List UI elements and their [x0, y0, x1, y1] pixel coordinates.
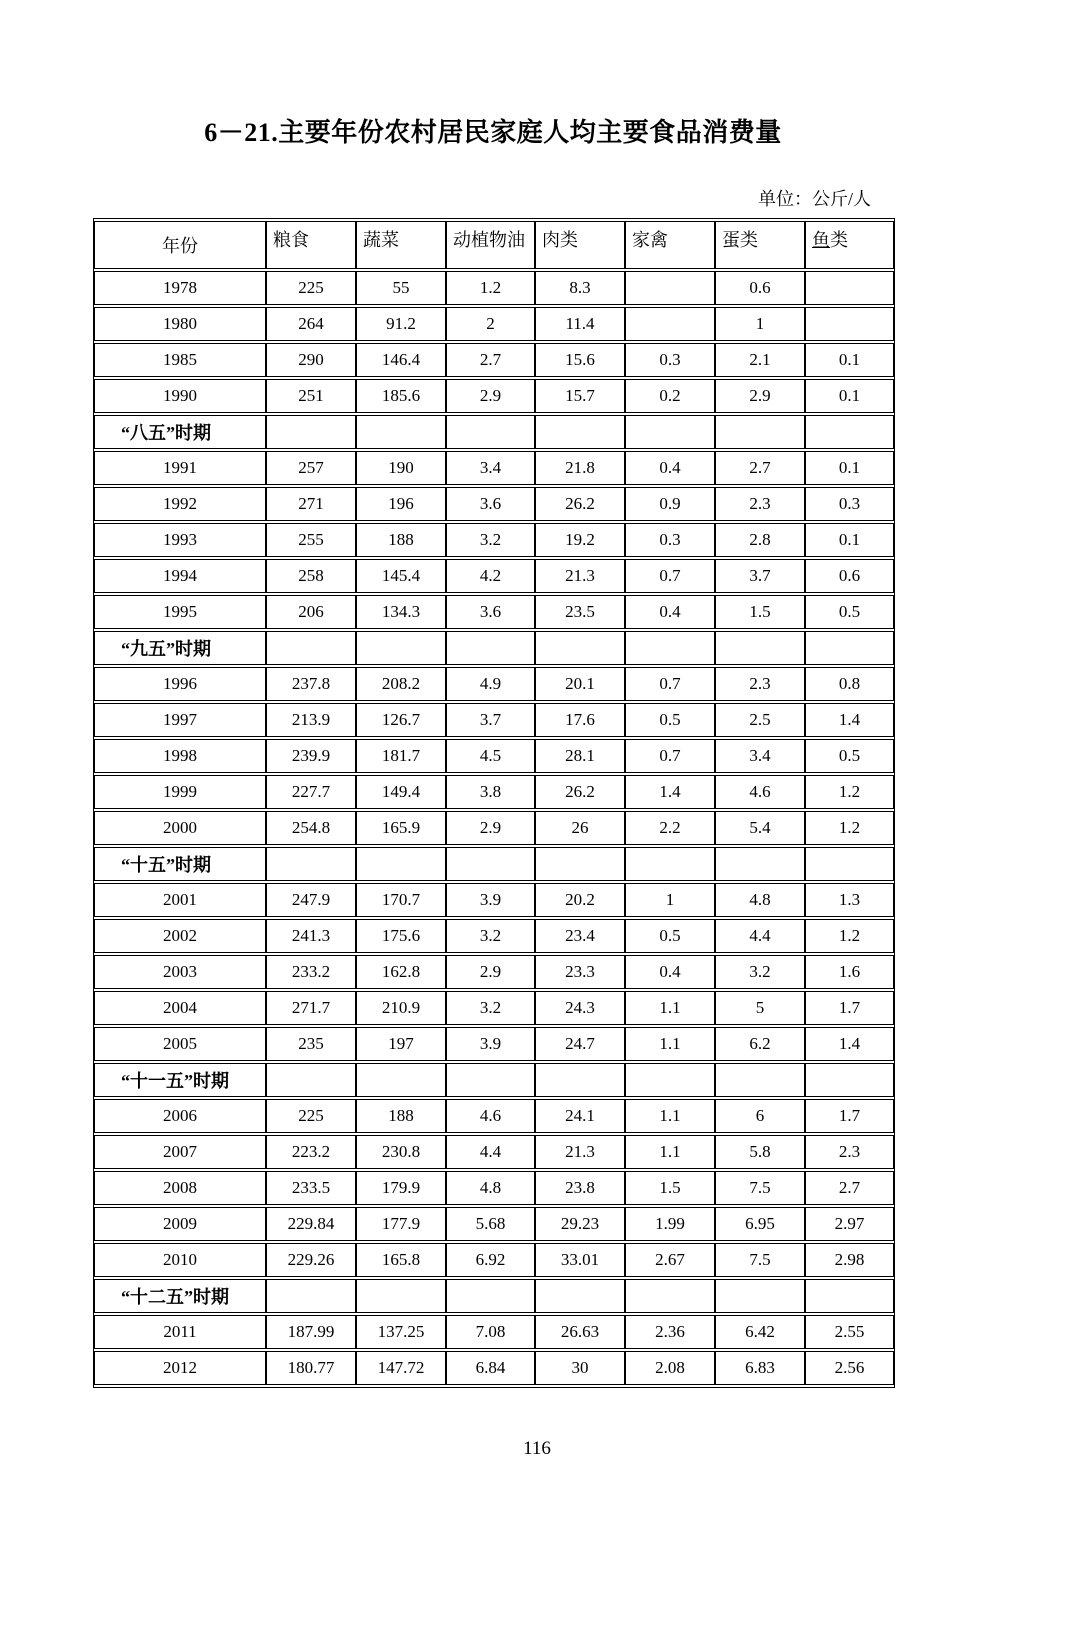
- empty-cell: [356, 847, 446, 881]
- value-cell: 271: [266, 487, 356, 521]
- value-cell: 0.5: [805, 595, 894, 629]
- value-cell: 0.7: [625, 739, 715, 773]
- table-row: [94, 1099, 894, 1133]
- value-cell: 2.36: [625, 1315, 715, 1349]
- table-row: [94, 811, 894, 845]
- value-cell: 21.8: [535, 451, 625, 485]
- section-row: [94, 415, 894, 449]
- value-cell: 6.42: [715, 1315, 805, 1349]
- empty-cell: [715, 1279, 805, 1313]
- value-cell: 137.25: [356, 1315, 446, 1349]
- section-label: “九五”时期: [94, 631, 266, 665]
- value-cell: 28.1: [535, 739, 625, 773]
- value-cell: 19.2: [535, 523, 625, 557]
- value-cell: 1.1: [625, 1135, 715, 1169]
- column-header: 蛋类: [715, 221, 805, 269]
- year-cell: 1996: [94, 667, 266, 701]
- value-cell: 5.4: [715, 811, 805, 845]
- year-cell: 1978: [94, 271, 266, 305]
- value-cell: 26.63: [535, 1315, 625, 1349]
- value-cell: 3.7: [715, 559, 805, 593]
- value-cell: 3.6: [446, 595, 535, 629]
- value-cell: 55: [356, 271, 446, 305]
- value-cell: 147.72: [356, 1351, 446, 1385]
- table-row: [94, 487, 894, 521]
- value-cell: 181.7: [356, 739, 446, 773]
- value-cell: 1.4: [805, 703, 894, 737]
- value-cell: 20.1: [535, 667, 625, 701]
- year-cell: 1990: [94, 379, 266, 413]
- table-row: [94, 703, 894, 737]
- page-title: 6－21.主要年份农村居民家庭人均主要食品消费量: [204, 118, 782, 147]
- value-cell: 6: [715, 1099, 805, 1133]
- value-cell: 6.83: [715, 1351, 805, 1385]
- value-cell: 1.99: [625, 1207, 715, 1241]
- empty-cell: [535, 1063, 625, 1097]
- value-cell: 3.9: [446, 1027, 535, 1061]
- year-cell: 2002: [94, 919, 266, 953]
- year-cell: 2009: [94, 1207, 266, 1241]
- value-cell: 2.3: [715, 667, 805, 701]
- year-cell: 1991: [94, 451, 266, 485]
- table-row: [94, 271, 894, 305]
- value-cell: 257: [266, 451, 356, 485]
- value-cell: 165.8: [356, 1243, 446, 1277]
- value-cell: 2.9: [446, 811, 535, 845]
- value-cell: 3.2: [446, 919, 535, 953]
- value-cell: 180.77: [266, 1351, 356, 1385]
- empty-cell: [266, 1279, 356, 1313]
- value-cell: 0.1: [805, 343, 894, 377]
- value-cell: 7.5: [715, 1243, 805, 1277]
- value-cell: 3.2: [715, 955, 805, 989]
- value-cell: 30: [535, 1351, 625, 1385]
- value-cell: [805, 271, 894, 305]
- value-cell: 1.1: [625, 1099, 715, 1133]
- value-cell: 1.2: [446, 271, 535, 305]
- table-row: [94, 1351, 894, 1385]
- value-cell: 4.9: [446, 667, 535, 701]
- year-cell: 2011: [94, 1315, 266, 1349]
- value-cell: 197: [356, 1027, 446, 1061]
- value-cell: 210.9: [356, 991, 446, 1025]
- value-cell: 188: [356, 1099, 446, 1133]
- column-header: 动植物油: [446, 221, 535, 269]
- value-cell: 5.8: [715, 1135, 805, 1169]
- value-cell: 15.6: [535, 343, 625, 377]
- value-cell: 223.2: [266, 1135, 356, 1169]
- value-cell: 3.4: [715, 739, 805, 773]
- value-cell: 3.2: [446, 991, 535, 1025]
- empty-cell: [535, 631, 625, 665]
- table-body: [94, 271, 894, 1385]
- section-label: “八五”时期: [94, 415, 266, 449]
- value-cell: 5.68: [446, 1207, 535, 1241]
- page-number: 116: [523, 1438, 551, 1459]
- value-cell: 0.5: [625, 703, 715, 737]
- value-cell: 91.2: [356, 307, 446, 341]
- empty-cell: [535, 1279, 625, 1313]
- value-cell: 241.3: [266, 919, 356, 953]
- value-cell: 17.6: [535, 703, 625, 737]
- value-cell: 3.6: [446, 487, 535, 521]
- header-row: [94, 221, 894, 269]
- value-cell: 0.7: [625, 559, 715, 593]
- value-cell: 3.2: [446, 523, 535, 557]
- year-cell: 2012: [94, 1351, 266, 1385]
- section-row: [94, 1279, 894, 1313]
- value-cell: 177.9: [356, 1207, 446, 1241]
- value-cell: 4.8: [446, 1171, 535, 1205]
- value-cell: 0.2: [625, 379, 715, 413]
- empty-cell: [805, 631, 894, 665]
- value-cell: 1.5: [715, 595, 805, 629]
- year-cell: 1993: [94, 523, 266, 557]
- empty-cell: [805, 847, 894, 881]
- section-row: [94, 847, 894, 881]
- value-cell: 1.2: [805, 775, 894, 809]
- value-cell: 0.1: [805, 523, 894, 557]
- value-cell: 24.7: [535, 1027, 625, 1061]
- food-consumption-table: [93, 218, 895, 1388]
- value-cell: 4.4: [715, 919, 805, 953]
- value-cell: 2.55: [805, 1315, 894, 1349]
- section-row: [94, 1063, 894, 1097]
- year-cell: 1985: [94, 343, 266, 377]
- value-cell: 1.4: [805, 1027, 894, 1061]
- column-header: 肉类: [535, 221, 625, 269]
- empty-cell: [625, 1279, 715, 1313]
- value-cell: 170.7: [356, 883, 446, 917]
- table-row: [94, 775, 894, 809]
- value-cell: 2.56: [805, 1351, 894, 1385]
- value-cell: 24.1: [535, 1099, 625, 1133]
- empty-cell: [266, 847, 356, 881]
- empty-cell: [625, 1063, 715, 1097]
- value-cell: 3.9: [446, 883, 535, 917]
- value-cell: 206: [266, 595, 356, 629]
- year-cell: 2010: [94, 1243, 266, 1277]
- table-row: [94, 667, 894, 701]
- value-cell: 0.6: [805, 559, 894, 593]
- value-cell: 235: [266, 1027, 356, 1061]
- column-header: 鱼类: [805, 221, 894, 269]
- table-row: [94, 595, 894, 629]
- value-cell: 29.23: [535, 1207, 625, 1241]
- value-cell: 2.7: [805, 1171, 894, 1205]
- column-header: 年份: [94, 221, 266, 269]
- value-cell: 1.7: [805, 1099, 894, 1133]
- value-cell: 23.8: [535, 1171, 625, 1205]
- value-cell: 1.3: [805, 883, 894, 917]
- value-cell: 175.6: [356, 919, 446, 953]
- value-cell: [805, 307, 894, 341]
- year-cell: 2004: [94, 991, 266, 1025]
- table-row: [94, 991, 894, 1025]
- value-cell: 185.6: [356, 379, 446, 413]
- value-cell: 1.1: [625, 1027, 715, 1061]
- value-cell: 3.8: [446, 775, 535, 809]
- value-cell: 7.5: [715, 1171, 805, 1205]
- value-cell: 6.95: [715, 1207, 805, 1241]
- empty-cell: [715, 415, 805, 449]
- empty-cell: [625, 847, 715, 881]
- value-cell: 0.3: [805, 487, 894, 521]
- value-cell: 7.08: [446, 1315, 535, 1349]
- empty-cell: [535, 847, 625, 881]
- value-cell: 6.2: [715, 1027, 805, 1061]
- year-cell: 1999: [94, 775, 266, 809]
- value-cell: 26.2: [535, 487, 625, 521]
- empty-cell: [446, 415, 535, 449]
- value-cell: 2.5: [715, 703, 805, 737]
- value-cell: 2.08: [625, 1351, 715, 1385]
- empty-cell: [715, 847, 805, 881]
- value-cell: 134.3: [356, 595, 446, 629]
- value-cell: 23.5: [535, 595, 625, 629]
- empty-cell: [356, 1279, 446, 1313]
- table-row: [94, 343, 894, 377]
- value-cell: 227.7: [266, 775, 356, 809]
- empty-cell: [446, 1279, 535, 1313]
- value-cell: 1: [625, 883, 715, 917]
- table-row: [94, 523, 894, 557]
- unit-label: 单位：公斤/人: [757, 189, 871, 209]
- value-cell: 290: [266, 343, 356, 377]
- value-cell: 11.4: [535, 307, 625, 341]
- value-cell: 187.99: [266, 1315, 356, 1349]
- value-cell: 2.3: [715, 487, 805, 521]
- value-cell: 2.98: [805, 1243, 894, 1277]
- table-row: [94, 955, 894, 989]
- value-cell: [625, 271, 715, 305]
- value-cell: 255: [266, 523, 356, 557]
- value-cell: 5: [715, 991, 805, 1025]
- table-row: [94, 307, 894, 341]
- value-cell: 2.67: [625, 1243, 715, 1277]
- value-cell: 247.9: [266, 883, 356, 917]
- empty-cell: [356, 631, 446, 665]
- empty-cell: [805, 1063, 894, 1097]
- value-cell: 33.01: [535, 1243, 625, 1277]
- value-cell: 2.9: [715, 379, 805, 413]
- empty-cell: [266, 631, 356, 665]
- table-row: [94, 739, 894, 773]
- value-cell: 254.8: [266, 811, 356, 845]
- value-cell: 2.7: [715, 451, 805, 485]
- value-cell: 179.9: [356, 1171, 446, 1205]
- value-cell: 230.8: [356, 1135, 446, 1169]
- empty-cell: [715, 631, 805, 665]
- value-cell: 21.3: [535, 559, 625, 593]
- value-cell: [625, 307, 715, 341]
- empty-cell: [625, 631, 715, 665]
- value-cell: 0.1: [805, 451, 894, 485]
- empty-cell: [535, 415, 625, 449]
- value-cell: 0.4: [625, 451, 715, 485]
- value-cell: 233.2: [266, 955, 356, 989]
- column-header: 粮食: [266, 221, 356, 269]
- value-cell: 0.4: [625, 595, 715, 629]
- value-cell: 26: [535, 811, 625, 845]
- empty-cell: [446, 631, 535, 665]
- value-cell: 24.3: [535, 991, 625, 1025]
- value-cell: 4.6: [715, 775, 805, 809]
- value-cell: 225: [266, 1099, 356, 1133]
- value-cell: 196: [356, 487, 446, 521]
- empty-cell: [625, 415, 715, 449]
- empty-cell: [446, 847, 535, 881]
- table-row: [94, 1027, 894, 1061]
- empty-cell: [356, 415, 446, 449]
- value-cell: 1.6: [805, 955, 894, 989]
- value-cell: 0.5: [805, 739, 894, 773]
- value-cell: 126.7: [356, 703, 446, 737]
- value-cell: 271.7: [266, 991, 356, 1025]
- section-label: “十一五”时期: [94, 1063, 266, 1097]
- value-cell: 2.7: [446, 343, 535, 377]
- table-row: [94, 559, 894, 593]
- empty-cell: [715, 1063, 805, 1097]
- year-cell: 1980: [94, 307, 266, 341]
- value-cell: 264: [266, 307, 356, 341]
- table-row: [94, 883, 894, 917]
- value-cell: 162.8: [356, 955, 446, 989]
- value-cell: 8.3: [535, 271, 625, 305]
- value-cell: 0.7: [625, 667, 715, 701]
- value-cell: 251: [266, 379, 356, 413]
- empty-cell: [805, 1279, 894, 1313]
- value-cell: 4.5: [446, 739, 535, 773]
- value-cell: 6.92: [446, 1243, 535, 1277]
- value-cell: 1.4: [625, 775, 715, 809]
- value-cell: 23.4: [535, 919, 625, 953]
- value-cell: 4.8: [715, 883, 805, 917]
- value-cell: 0.4: [625, 955, 715, 989]
- value-cell: 2.3: [805, 1135, 894, 1169]
- value-cell: 1.2: [805, 919, 894, 953]
- value-cell: 4.6: [446, 1099, 535, 1133]
- table-row: [94, 451, 894, 485]
- value-cell: 4.2: [446, 559, 535, 593]
- value-cell: 0.3: [625, 523, 715, 557]
- value-cell: 1.1: [625, 991, 715, 1025]
- year-cell: 1994: [94, 559, 266, 593]
- value-cell: 146.4: [356, 343, 446, 377]
- empty-cell: [805, 415, 894, 449]
- year-cell: 2003: [94, 955, 266, 989]
- value-cell: 21.3: [535, 1135, 625, 1169]
- empty-cell: [266, 415, 356, 449]
- value-cell: 225: [266, 271, 356, 305]
- value-cell: 229.26: [266, 1243, 356, 1277]
- value-cell: 1.5: [625, 1171, 715, 1205]
- value-cell: 2.9: [446, 379, 535, 413]
- year-cell: 2005: [94, 1027, 266, 1061]
- value-cell: 0.5: [625, 919, 715, 953]
- value-cell: 165.9: [356, 811, 446, 845]
- value-cell: 0.9: [625, 487, 715, 521]
- year-cell: 2001: [94, 883, 266, 917]
- value-cell: 258: [266, 559, 356, 593]
- year-cell: 1995: [94, 595, 266, 629]
- value-cell: 0.1: [805, 379, 894, 413]
- section-row: [94, 631, 894, 665]
- value-cell: 15.7: [535, 379, 625, 413]
- value-cell: 2.97: [805, 1207, 894, 1241]
- value-cell: 0.6: [715, 271, 805, 305]
- value-cell: 229.84: [266, 1207, 356, 1241]
- column-header: 家禽: [625, 221, 715, 269]
- table-row: [94, 379, 894, 413]
- column-header: 蔬菜: [356, 221, 446, 269]
- table-row: [94, 919, 894, 953]
- value-cell: 2: [446, 307, 535, 341]
- value-cell: 239.9: [266, 739, 356, 773]
- value-cell: 2.9: [446, 955, 535, 989]
- value-cell: 149.4: [356, 775, 446, 809]
- empty-cell: [356, 1063, 446, 1097]
- value-cell: 2.2: [625, 811, 715, 845]
- table-row: [94, 1243, 894, 1277]
- empty-cell: [266, 1063, 356, 1097]
- year-cell: 2006: [94, 1099, 266, 1133]
- value-cell: 26.2: [535, 775, 625, 809]
- value-cell: 0.3: [625, 343, 715, 377]
- table-row: [94, 1207, 894, 1241]
- year-cell: 1997: [94, 703, 266, 737]
- section-label: “十五”时期: [94, 847, 266, 881]
- value-cell: 208.2: [356, 667, 446, 701]
- value-cell: 0.8: [805, 667, 894, 701]
- value-cell: 2.1: [715, 343, 805, 377]
- value-cell: 145.4: [356, 559, 446, 593]
- table-row: [94, 1171, 894, 1205]
- year-cell: 1992: [94, 487, 266, 521]
- value-cell: 233.5: [266, 1171, 356, 1205]
- value-cell: 4.4: [446, 1135, 535, 1169]
- value-cell: 6.84: [446, 1351, 535, 1385]
- year-cell: 1998: [94, 739, 266, 773]
- value-cell: 190: [356, 451, 446, 485]
- value-cell: 1: [715, 307, 805, 341]
- year-cell: 2007: [94, 1135, 266, 1169]
- value-cell: 3.4: [446, 451, 535, 485]
- value-cell: 237.8: [266, 667, 356, 701]
- table-row: [94, 1315, 894, 1349]
- value-cell: 3.7: [446, 703, 535, 737]
- value-cell: 213.9: [266, 703, 356, 737]
- empty-cell: [446, 1063, 535, 1097]
- value-cell: 23.3: [535, 955, 625, 989]
- value-cell: 20.2: [535, 883, 625, 917]
- value-cell: 188: [356, 523, 446, 557]
- value-cell: 1.7: [805, 991, 894, 1025]
- table-row: [94, 1135, 894, 1169]
- year-cell: 2000: [94, 811, 266, 845]
- value-cell: 2.8: [715, 523, 805, 557]
- value-cell: 1.2: [805, 811, 894, 845]
- year-cell: 2008: [94, 1171, 266, 1205]
- section-label: “十二五”时期: [94, 1279, 266, 1313]
